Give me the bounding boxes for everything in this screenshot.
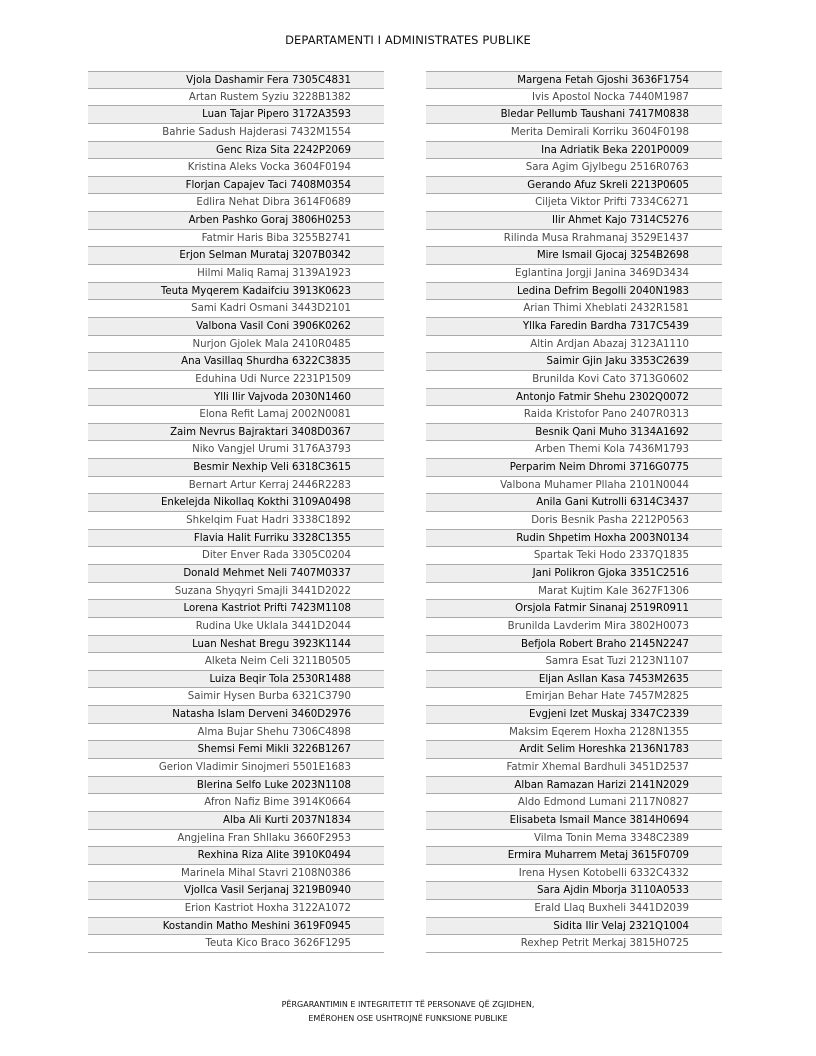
left-name-list — [88, 71, 384, 953]
list-item: Aldo Edmond Lumani 2117N0827 — [426, 794, 722, 812]
list-item: Eljan Asllan Kasa 7453M2635 — [426, 671, 722, 689]
list-item: Erion Kastriot Hoxha 3122A1072 — [88, 900, 384, 918]
list-item: Vjola Dashamir Fera 7305C4831 — [88, 71, 384, 89]
list-item: Ermira Muharrem Metaj 3615F0709 — [426, 847, 722, 865]
list-item: Niko Vangjel Urumi 3176A3793 — [88, 441, 384, 459]
list-item: Vjollca Vasil Serjanaj 3219B0940 — [88, 882, 384, 900]
list-item: Genc Riza Sita 2242P2069 — [88, 142, 384, 160]
list-item: Anila Gani Kutrolli 6314C3437 — [426, 494, 722, 512]
list-item: Zaim Nevrus Bajraktari 3408D0367 — [88, 424, 384, 442]
list-item: Alba Ali Kurti 2037N1834 — [88, 812, 384, 830]
list-item: Luan Neshat Bregu 3923K1144 — [88, 636, 384, 654]
list-item: Alban Ramazan Harizi 2141N2029 — [426, 777, 722, 795]
list-item: Rilinda Musa Rrahmanaj 3529E1437 — [426, 230, 722, 248]
list-item: Raida Kristofor Pano 2407R0313 — [426, 406, 722, 424]
list-item: Erjon Selman Murataj 3207B0342 — [88, 247, 384, 265]
list-item: Valbona Muhamer Pllaha 2101N0044 — [426, 477, 722, 495]
list-item: Perparim Neim Dhromi 3716G0775 — [426, 459, 722, 477]
list-item: Vilma Tonin Mema 3348C2389 — [426, 830, 722, 848]
list-item: Marinela Mihal Stavri 2108N0386 — [88, 865, 384, 883]
list-item: Donald Mehmet Neli 7407M0337 — [88, 565, 384, 583]
list-item: Luan Tajar Pipero 3172A3593 — [88, 106, 384, 124]
list-item: Kostandin Matho Meshini 3619F0945 — [88, 918, 384, 936]
list-item: Elisabeta Ismail Mance 3814H0694 — [426, 812, 722, 830]
list-item: Rexhina Riza Alite 3910K0494 — [88, 847, 384, 865]
list-item: Evgjeni Izet Muskaj 3347C2339 — [426, 706, 722, 724]
list-item: Spartak Teki Hodo 2337Q1835 — [426, 547, 722, 565]
list-item: Valbona Vasil Coni 3906K0262 — [88, 318, 384, 336]
list-item: Marat Kujtim Kale 3627F1306 — [426, 583, 722, 601]
list-item: Arian Thimi Xheblati 2432R1581 — [426, 300, 722, 318]
list-item: Fatmir Xhemal Bardhuli 3451D2537 — [426, 759, 722, 777]
list-item: Gerion Vladimir Sinojmeri 5501E1683 — [88, 759, 384, 777]
list-item: Sara Agim Gjylbegu 2516R0763 — [426, 159, 722, 177]
list-item: Bahrie Sadush Hajderasi 7432M1554 — [88, 124, 384, 142]
list-item: Alketa Neim Celi 3211B0505 — [88, 653, 384, 671]
list-item: Elona Refit Lamaj 2002N0081 — [88, 406, 384, 424]
list-item: Enkelejda Nikollaq Kokthi 3109A0498 — [88, 494, 384, 512]
list-item: Eglantina Jorgji Janina 3469D3434 — [426, 265, 722, 283]
list-item: Suzana Shyqyri Smajli 3441D2022 — [88, 583, 384, 601]
list-item: Shemsi Femi Mikli 3226B1267 — [88, 741, 384, 759]
list-item: Gerando Afuz Skreli 2213P0605 — [426, 177, 722, 195]
list-item: Besnik Qani Muho 3134A1692 — [426, 424, 722, 442]
list-item: Florjan Capajev Taci 7408M0354 — [88, 177, 384, 195]
list-item: Irena Hysen Kotobelli 6332C4332 — [426, 865, 722, 883]
list-item: Antonjo Fatmir Shehu 2302Q0072 — [426, 389, 722, 407]
list-item: Jani Polikron Gjoka 3351C2516 — [426, 565, 722, 583]
list-item: Emirjan Behar Hate 7457M2825 — [426, 688, 722, 706]
footer-line-1: PËRGARANTIMIN E INTEGRITETIT TË PERSONAVE QË ZGJIDHEN, — [281, 1000, 535, 1009]
list-item: Lorena Kastriot Prifti 7423M1108 — [88, 600, 384, 618]
list-item: Margena Fetah Gjoshi 3636F1754 — [426, 71, 722, 89]
list-item: Altin Ardjan Abazaj 3123A1110 — [426, 336, 722, 354]
list-item: Arben Pashko Goraj 3806H0253 — [88, 212, 384, 230]
list-item: Bledar Pellumb Taushani 7417M0838 — [426, 106, 722, 124]
list-item: Mire Ismail Gjocaj 3254B2698 — [426, 247, 722, 265]
list-item: Blerina Selfo Luke 2023N1108 — [88, 777, 384, 795]
list-item: Rexhep Petrit Merkaj 3815H0725 — [426, 935, 722, 953]
footer-line-2: EMËROHEN OSE USHTROJNË FUNKSIONE PUBLIKE — [308, 1014, 508, 1023]
list-item: Afron Nafiz Bime 3914K0664 — [88, 794, 384, 812]
list-item: Brunilda Lavderim Mira 3802H0073 — [426, 618, 722, 636]
page-title: DEPARTAMENTI I ADMINISTRATES PUBLIKE — [285, 33, 531, 47]
list-item: Ciljeta Viktor Prifti 7334C6271 — [426, 194, 722, 212]
list-item: Arben Themi Kola 7436M1793 — [426, 441, 722, 459]
list-item: Brunilda Kovi Cato 3713G0602 — [426, 371, 722, 389]
list-item: Saimir Hysen Burba 6321C3790 — [88, 688, 384, 706]
list-item: Alma Bujar Shehu 7306C4898 — [88, 724, 384, 742]
list-item: Sidita Ilir Velaj 2321Q1004 — [426, 918, 722, 936]
list-item: Rudina Uke Uklala 3441D2044 — [88, 618, 384, 636]
list-item: Shkelqim Fuat Hadri 3338C1892 — [88, 512, 384, 530]
list-item: Ivis Apostol Nocka 7440M1987 — [426, 89, 722, 107]
list-item: Angjelina Fran Shllaku 3660F2953 — [88, 830, 384, 848]
list-item: Ardit Selim Horeshka 2136N1783 — [426, 741, 722, 759]
list-item: Teuta Myqerem Kadaifciu 3913K0623 — [88, 283, 384, 301]
list-item: Samra Esat Tuzi 2123N1107 — [426, 653, 722, 671]
list-item: Ilir Ahmet Kajo 7314C5276 — [426, 212, 722, 230]
list-item: Eduhina Udi Nurce 2231P1509 — [88, 371, 384, 389]
list-item: Doris Besnik Pasha 2212P0563 — [426, 512, 722, 530]
list-item: Erald Llaq Buxheli 3441D2039 — [426, 900, 722, 918]
list-item: Sara Ajdin Mborja 3110A0533 — [426, 882, 722, 900]
list-item: Orsjola Fatmir Sinanaj 2519R0911 — [426, 600, 722, 618]
list-item: Edlira Nehat Dibra 3614F0689 — [88, 194, 384, 212]
list-item: Nurjon Gjolek Mala 2410R0485 — [88, 336, 384, 354]
list-item: Kristina Aleks Vocka 3604F0194 — [88, 159, 384, 177]
list-item: Flavia Halit Furriku 3328C1355 — [88, 530, 384, 548]
list-item: Besmir Nexhip Veli 6318C3615 — [88, 459, 384, 477]
list-item: Yllka Faredin Bardha 7317C5439 — [426, 318, 722, 336]
footer — [0, 998, 816, 1026]
list-item: Ana Vasillaq Shurdha 6322C3835 — [88, 353, 384, 371]
right-name-list — [426, 71, 722, 953]
list-item: Hilmi Maliq Ramaj 3139A1923 — [88, 265, 384, 283]
list-item: Fatmir Haris Biba 3255B2741 — [88, 230, 384, 248]
list-item: Maksim Eqerem Hoxha 2128N1355 — [426, 724, 722, 742]
list-item: Luiza Beqir Tola 2530R1488 — [88, 671, 384, 689]
list-item: Bernart Artur Kerraj 2446R2283 — [88, 477, 384, 495]
list-item: Sami Kadri Osmani 3443D2101 — [88, 300, 384, 318]
list-item: Merita Demirali Korriku 3604F0198 — [426, 124, 722, 142]
list-item: Rudin Shpetim Hoxha 2003N0134 — [426, 530, 722, 548]
list-item: Teuta Kico Braco 3626F1295 — [88, 935, 384, 953]
list-item: Diter Enver Rada 3305C0204 — [88, 547, 384, 565]
list-item: Ylli Ilir Vajvoda 2030N1460 — [88, 389, 384, 407]
list-item: Natasha Islam Derveni 3460D2976 — [88, 706, 384, 724]
list-item: Ledina Defrim Begolli 2040N1983 — [426, 283, 722, 301]
list-item: Ina Adriatik Beka 2201P0009 — [426, 142, 722, 160]
list-item: Befjola Robert Braho 2145N2247 — [426, 636, 722, 654]
list-item: Saimir Gjin Jaku 3353C2639 — [426, 353, 722, 371]
list-item: Artan Rustem Syziu 3228B1382 — [88, 89, 384, 107]
